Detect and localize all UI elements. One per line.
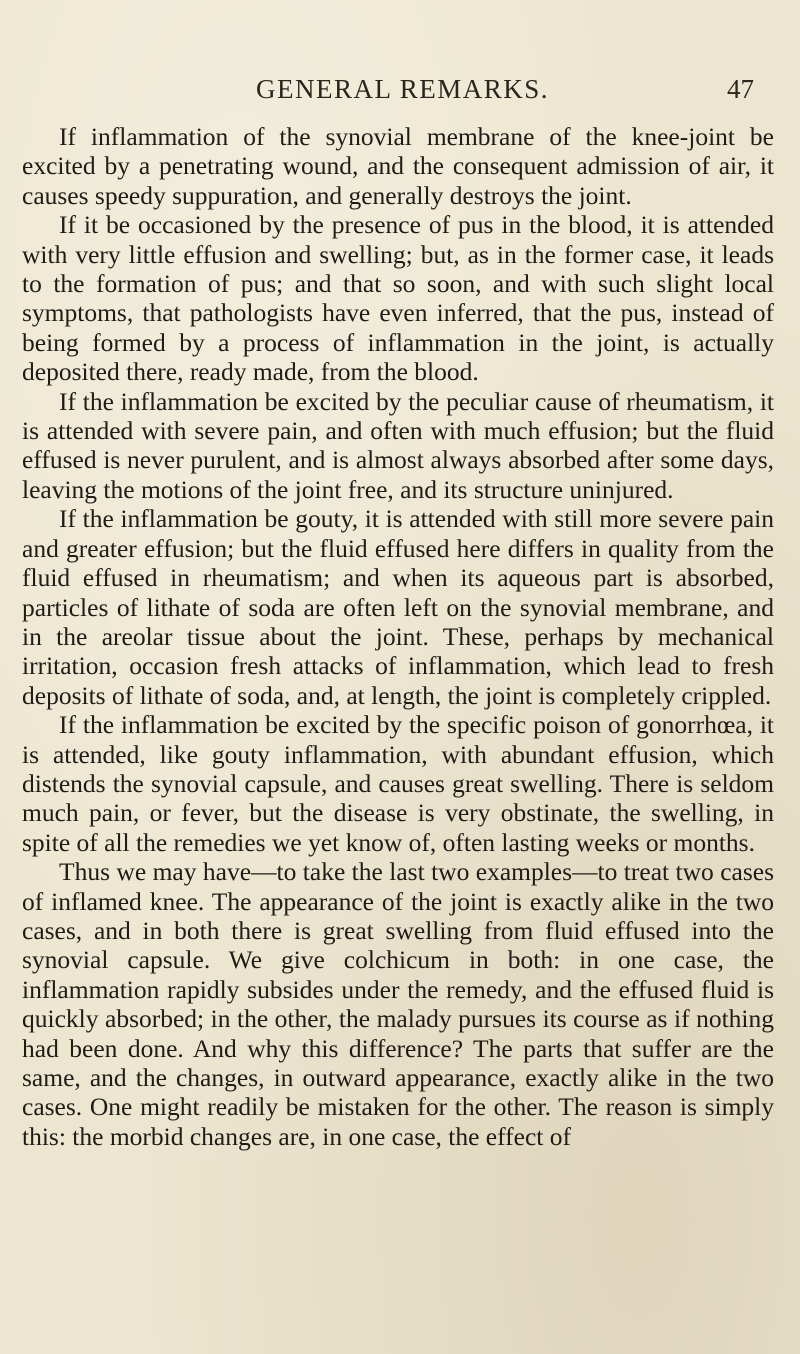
body-text — [22, 122, 774, 1151]
paragraph-gouty-inflammation: If the inflammation be gouty, it is attended with still more severe pain and greater effusion; but the fluid effused here differs in quality from the fluid effused in rheumatism; and when its aqueous part is absorbed, particles of lithate of soda are often left on the synovial membrane, and in the areolar tissue about the joint. These, perhaps by mechanical irritation, occasion fresh attacks of inflammation, which lead to fresh deposits of lithate of soda, and, at length, the joint is completely crippled. — [22, 504, 774, 710]
paragraph-pyaemic-inflammation: If it be occasioned by the presence of pus in the blood, it is attended with very little effusion and swelling; but, as in the former case, it leads to the formation of pus; and that so soon, and with such slight local symptoms, that pathologists have even inferred, that the pus, instead of being formed by a process of inflammation in the joint, is actually deposited there, ready made, from the blood. — [22, 210, 774, 387]
running-title: GENERAL REMARKS. — [256, 74, 550, 104]
page-number: 47 — [727, 74, 754, 104]
page-header — [0, 74, 800, 114]
paragraph-traumatic-inflammation: If inflammation of the synovial membrane of the knee-joint be excited by a penetrating wound, and the consequent admission of air, it causes speedy suppuration, and generally destroys the joint. — [22, 122, 774, 210]
paragraph-rheumatic-inflammation: If the inflammation be excited by the peculiar cause of rheumatism, it is attended with severe pain, and often with much effusion; but the fluid effused is never purulent, and is almost always absorbed after some days, leaving the motions of the joint free, and its structure uninjured. — [22, 386, 774, 504]
paragraph-two-cases-comparison: Thus we may have—to take the last two examples—to treat two cases of inflamed knee. The appearance of the joint is exactly alike in the two cases, and in both there is great swelling from fluid effused into the synovial capsule. We give colchicum in both: in one case, the inflammation rapidly subsides under the remedy, and the effused fluid is quickly absorbed; in the other, the malady pursues its course as if nothing had been done. And why this difference? The parts that suffer are the same, and the changes, in outward appearance, exactly alike in the two cases. One might readily be mistaken for the other. The reason is simply this: the morbid changes are, in one case, the effect of — [22, 857, 774, 1151]
paragraph-gonorrhoeal-inflammation: If the inflammation be excited by the specific poison of gonorrhœa, it is attended, like gouty inflammation, with abundant effusion, which distends the synovial capsule, and causes great swelling. There is seldom much pain, or fever, but the disease is very obstinate, the swelling, in spite of all the remedies we yet know of, often lasting weeks or months. — [22, 710, 774, 857]
